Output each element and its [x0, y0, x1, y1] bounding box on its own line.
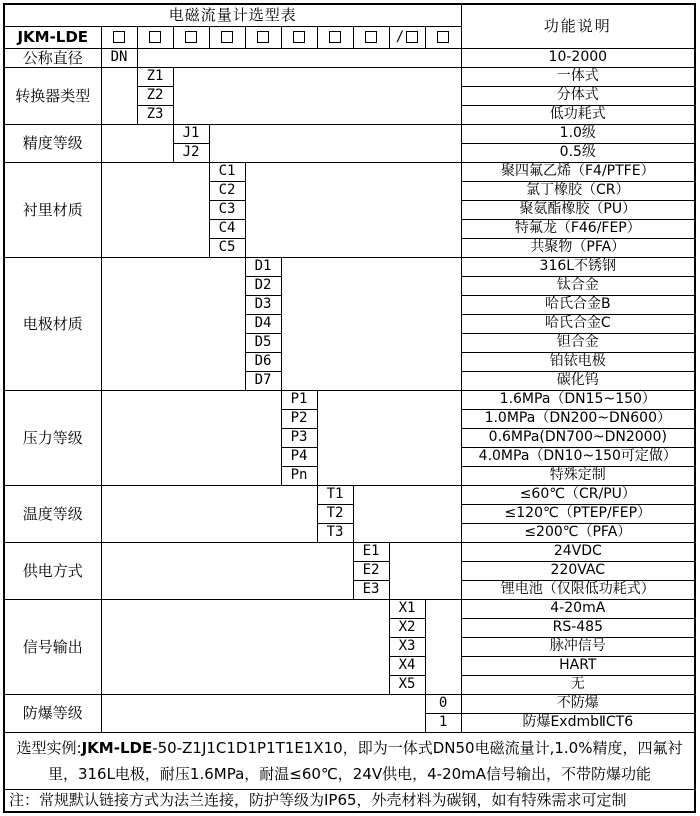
desc-cell: HART [461, 656, 695, 675]
checkbox-icon [329, 31, 341, 43]
code-cell: C5 [209, 238, 245, 257]
code-cell: C1 [209, 162, 245, 181]
desc-cell: 1.0MPa（DN200~DN600） [461, 409, 695, 428]
checkbox-icon [257, 31, 269, 43]
code-cell: 1 [425, 713, 461, 732]
desc-cell: 不防爆 [461, 694, 695, 713]
checkbox-icon [113, 31, 125, 43]
example-label: 选型实例: [16, 738, 82, 757]
attr-label-explosion-proof: 防爆等级 [4, 694, 101, 732]
desc-cell: 1.6MPa（DN15~150） [461, 390, 695, 409]
checkbox-icon [406, 31, 418, 43]
desc-cell: 碳化钨 [461, 371, 695, 390]
checkbox-icon [185, 31, 197, 43]
empty-cell [245, 162, 461, 257]
desc-cell: 特殊定制 [461, 466, 695, 485]
empty-cell [317, 390, 461, 485]
desc-cell: 氯丁橡胶（CR） [461, 181, 695, 200]
desc-cell: 防爆ExdmbⅡCT6 [461, 713, 695, 732]
model-prefix: JKM-LDE [4, 26, 101, 48]
empty-cell [101, 390, 281, 485]
model-checkbox-cell [209, 26, 245, 48]
checkbox-icon [149, 31, 161, 43]
desc-cell: 共聚物（PFA） [461, 238, 695, 257]
attr-label-accuracy: 精度等级 [4, 124, 101, 162]
code-cell: D6 [245, 352, 281, 371]
selection-table [3, 3, 696, 813]
code-cell: X4 [389, 656, 425, 675]
empty-cell [101, 162, 209, 257]
code-cell: P1 [281, 390, 317, 409]
attr-label-pressure: 压力等级 [4, 390, 101, 485]
code-cell: J2 [173, 143, 209, 162]
desc-cell: 1.0级 [461, 124, 695, 143]
code-cell: P4 [281, 447, 317, 466]
desc-column-header: 功能说明 [461, 4, 695, 48]
model-checkbox-cell [353, 26, 389, 48]
attr-label-electrode: 电极材质 [4, 257, 101, 390]
checkbox-icon [437, 31, 449, 43]
empty-cell [101, 599, 389, 694]
code-cell: E1 [353, 542, 389, 561]
desc-cell: RS-485 [461, 618, 695, 637]
model-checkbox-cell-slash [389, 26, 425, 48]
code-cell: D3 [245, 295, 281, 314]
desc-cell: 24VDC [461, 542, 695, 561]
model-checkbox-cell [317, 26, 353, 48]
empty-cell [101, 694, 425, 732]
empty-cell [101, 485, 317, 542]
attr-label-signal-output: 信号输出 [4, 599, 101, 694]
code-cell: T2 [317, 504, 353, 523]
desc-cell: 特氟龙（F46/FEP） [461, 219, 695, 238]
code-cell: P2 [281, 409, 317, 428]
desc-cell: 220VAC [461, 561, 695, 580]
empty-cell [281, 257, 461, 390]
code-cell: T3 [317, 523, 353, 542]
code-cell: D2 [245, 276, 281, 295]
desc-cell: 4.0MPa（DN10~150可定做） [461, 447, 695, 466]
model-checkbox-cell [281, 26, 317, 48]
code-cell: C4 [209, 219, 245, 238]
code-cell: X1 [389, 599, 425, 618]
desc-cell: 分体式 [461, 86, 695, 105]
code-cell: Pn [281, 466, 317, 485]
desc-cell: 哈氏合金C [461, 314, 695, 333]
code-cell: P3 [281, 428, 317, 447]
desc-cell: 钽合金 [461, 333, 695, 352]
desc-cell: ≤200℃（PFA） [461, 523, 695, 542]
checkbox-icon [365, 31, 377, 43]
code-cell: E2 [353, 561, 389, 580]
code-cell: T1 [317, 485, 353, 504]
desc-cell: 脉冲信号 [461, 637, 695, 656]
slash-separator: / [395, 28, 405, 45]
empty-cell [101, 542, 353, 599]
empty-cell [137, 48, 461, 67]
code-cell: Z3 [137, 105, 173, 124]
empty-cell [173, 67, 461, 124]
empty-cell [209, 124, 461, 162]
code-cell: E3 [353, 580, 389, 599]
attr-label-diameter: 公称直径 [4, 48, 101, 67]
code-cell: C3 [209, 200, 245, 219]
code-cell: D1 [245, 257, 281, 276]
empty-cell [389, 542, 461, 599]
desc-cell: 低功耗式 [461, 105, 695, 124]
desc-cell: 316L不锈钢 [461, 257, 695, 276]
model-checkbox-cell [245, 26, 281, 48]
model-checkbox-cell [101, 26, 137, 48]
desc-cell: 4-20mA [461, 599, 695, 618]
empty-cell [101, 257, 245, 390]
desc-cell: 0.6MPa(DN700~DN2000) [461, 428, 695, 447]
code-cell: D5 [245, 333, 281, 352]
desc-cell: 一体式 [461, 67, 695, 86]
empty-cell [101, 124, 173, 162]
code-cell: J1 [173, 124, 209, 143]
model-checkbox-cell [137, 26, 173, 48]
desc-cell: 锂电池（仅限低功耗式） [461, 580, 695, 599]
empty-cell [425, 599, 461, 694]
code-cell: X5 [389, 675, 425, 694]
example-model: JKM-LDE [81, 738, 153, 757]
attr-label-power-supply: 供电方式 [4, 542, 101, 599]
model-checkbox-cell [425, 26, 461, 48]
attr-label-lining: 衬里材质 [4, 162, 101, 257]
code-cell: D4 [245, 314, 281, 333]
desc-cell: ≤120℃（PTEP/FEP） [461, 504, 695, 523]
code-cell: C2 [209, 181, 245, 200]
desc-cell: 哈氏合金B [461, 295, 695, 314]
desc-cell: 10-2000 [461, 48, 695, 67]
desc-cell: 0.5级 [461, 143, 695, 162]
desc-cell: 无 [461, 675, 695, 694]
model-checkbox-cell [173, 26, 209, 48]
code-cell: Z1 [137, 67, 173, 86]
attr-label-temperature: 温度等级 [4, 485, 101, 542]
code-cell: Z2 [137, 86, 173, 105]
code-cell: 0 [425, 694, 461, 713]
desc-cell: 聚四氟乙烯（F4/PTFE） [461, 162, 695, 181]
empty-cell [353, 485, 461, 542]
code-cell: D7 [245, 371, 281, 390]
empty-cell [101, 67, 137, 124]
footer-note: 注：常规默认链接方式为法兰连接，防护等级为IP65，外壳材料为碳钢，如有特殊需求可定制 [4, 790, 695, 812]
code-cell: X3 [389, 637, 425, 656]
desc-cell: 钛合金 [461, 276, 695, 295]
checkbox-icon [293, 31, 305, 43]
code-cell: X2 [389, 618, 425, 637]
selection-example [4, 732, 695, 790]
desc-cell: 聚氨酯橡胶（PU） [461, 200, 695, 219]
attr-label-converter-type: 转换器类型 [4, 67, 101, 124]
table-title: 电磁流量计选型表 [4, 4, 461, 26]
code-cell: DN [101, 48, 137, 67]
example-text: -50-Z1J1C1D1P1T1E1X10，即为一体式DN50电磁流量计,1.0%精度，四氟衬里，316L电极，耐压1.6MPa，耐温≤60℃，24V供电，4-20mA信号输出，不带防爆功能 [47, 738, 683, 783]
desc-cell: ≤60℃（CR/PU） [461, 485, 695, 504]
checkbox-icon [221, 31, 233, 43]
desc-cell: 铂铱电极 [461, 352, 695, 371]
